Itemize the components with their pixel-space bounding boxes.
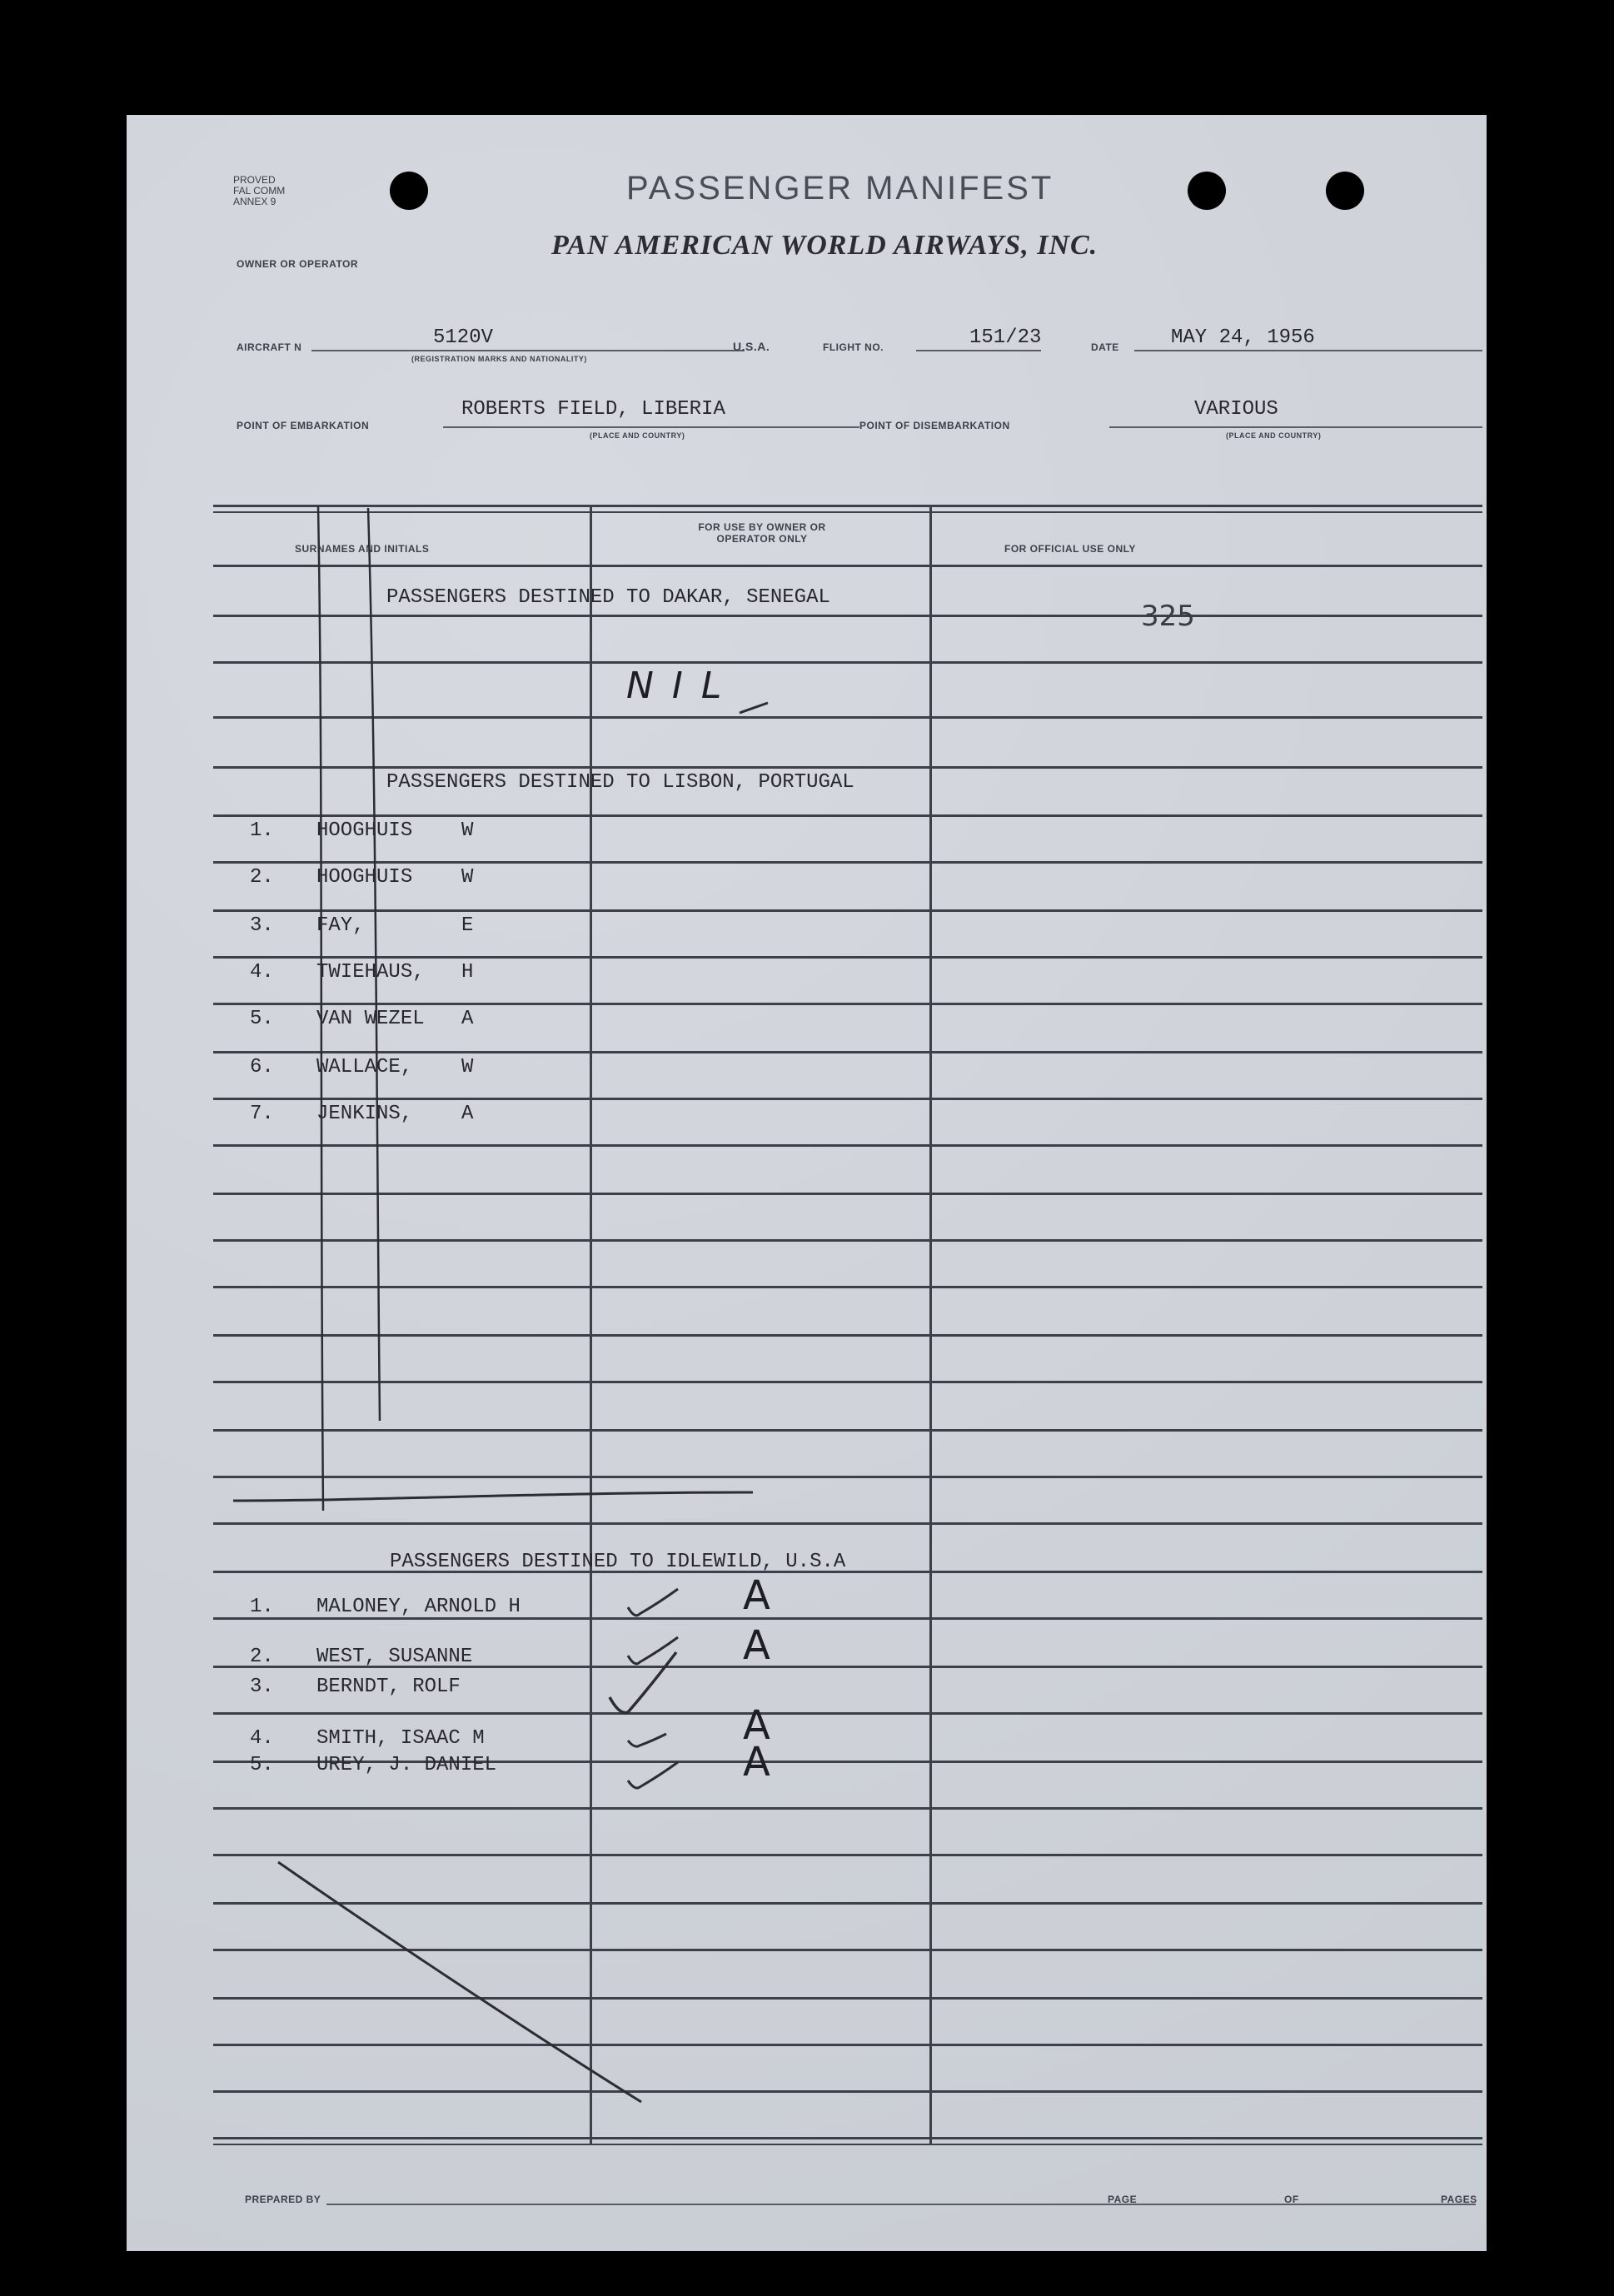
date-value: MAY 24, 1956 bbox=[1171, 326, 1315, 349]
pen-bracket-line bbox=[368, 508, 380, 1421]
passenger-name: BERNDT, ROLF bbox=[316, 1676, 461, 1698]
nil-handwritten: NIL bbox=[626, 665, 740, 707]
passenger-surname: HOOGHUIS bbox=[316, 819, 413, 842]
handwritten-mark: A bbox=[743, 1622, 770, 1669]
airline-name: PAN AMERICAN WORLD AIRWAYS, INC. bbox=[551, 230, 1098, 261]
passenger-name: MALONEY, ARNOLD H bbox=[316, 1596, 521, 1618]
passenger-name: WEST, SUSANNE bbox=[316, 1646, 473, 1668]
pen-bracket-line bbox=[318, 506, 323, 1511]
aircraft-sublabel: (REGISTRATION MARKS AND NATIONALITY) bbox=[411, 355, 587, 363]
handwritten-mark: A bbox=[743, 1702, 770, 1749]
row-number: 1. bbox=[250, 1596, 274, 1618]
passenger-surname: HOOGHUIS bbox=[316, 866, 413, 889]
passenger-initial: A bbox=[461, 1008, 474, 1030]
section-heading-dakar: PASSENGERS DESTINED TO DAKAR, SENEGAL bbox=[386, 586, 830, 609]
passenger-initial: E bbox=[461, 914, 474, 937]
passenger-surname: TWIEHAUS, bbox=[316, 961, 425, 984]
passenger-initial: W bbox=[461, 819, 474, 842]
section-heading-lisbon: PASSENGERS DESTINED TO LISBON, PORTUGAL bbox=[386, 771, 854, 794]
stamp-line: FAL COMM bbox=[233, 185, 286, 197]
stamp-line: PROVED bbox=[233, 174, 276, 186]
section-heading-idlewild: PASSENGERS DESTINED TO IDLEWILD, U.S.A bbox=[390, 1551, 846, 1573]
row-number: 5. bbox=[250, 1008, 274, 1030]
passenger-surname: FAY, bbox=[316, 914, 365, 937]
aircraft-label: AIRCRAFT N bbox=[237, 341, 302, 353]
col-header-names: SURNAMES AND INITIALS bbox=[295, 543, 430, 555]
passenger-initial: W bbox=[461, 1056, 474, 1078]
pages-label: PAGES bbox=[1441, 2194, 1477, 2205]
date-label: DATE bbox=[1091, 341, 1119, 353]
form-title: PASSENGER MANIFEST bbox=[626, 170, 1054, 207]
row-number: 1. bbox=[250, 819, 274, 842]
row-number: 3. bbox=[250, 914, 274, 937]
row-number: 2. bbox=[250, 1646, 274, 1668]
manifest-page bbox=[127, 115, 1487, 2251]
row-number: 5. bbox=[250, 1754, 274, 1776]
embark-value: ROBERTS FIELD, LIBERIA bbox=[461, 398, 725, 421]
aircraft-value: 5120V bbox=[433, 326, 494, 349]
disembark-label: POINT OF DISEMBARKATION bbox=[859, 420, 1010, 431]
handwritten-mark: A bbox=[743, 1739, 770, 1786]
check-mark bbox=[628, 1762, 678, 1788]
cancel-diagonal-line bbox=[278, 1862, 641, 2102]
passenger-name: UREY, J. DANIEL bbox=[316, 1754, 497, 1776]
disembark-sublabel: (PLACE AND COUNTRY) bbox=[1226, 431, 1322, 440]
col-header-official-use: FOR OFFICIAL USE ONLY bbox=[1004, 543, 1136, 555]
passenger-surname: JENKINS, bbox=[316, 1103, 413, 1125]
stamp-line: ANNEX 9 bbox=[233, 196, 276, 207]
prepared-by-label: PREPARED BY bbox=[245, 2194, 321, 2205]
disembark-value: VARIOUS bbox=[1194, 398, 1278, 421]
embark-sublabel: (PLACE AND COUNTRY) bbox=[590, 431, 685, 440]
passenger-surname: WALLACE, bbox=[316, 1056, 413, 1078]
owner-label: OWNER OR OPERATOR bbox=[237, 258, 359, 270]
page-label: PAGE bbox=[1108, 2194, 1138, 2205]
pen-underline bbox=[233, 1492, 753, 1501]
row-number: 6. bbox=[250, 1056, 274, 1078]
passenger-name: SMITH, ISAAC M bbox=[316, 1727, 485, 1750]
passenger-initial: A bbox=[461, 1103, 474, 1125]
nil-stroke bbox=[740, 703, 768, 713]
usa-label: U.S.A. bbox=[733, 340, 770, 353]
passenger-initial: W bbox=[461, 866, 474, 889]
row-number: 3. bbox=[250, 1676, 274, 1698]
flight-value: 151/23 bbox=[969, 326, 1042, 349]
handwritten-mark: A bbox=[743, 1572, 770, 1619]
col-header-owner-use: FOR USE BY OWNER OR OPERATOR ONLY bbox=[698, 521, 826, 545]
row-number: 7. bbox=[250, 1103, 274, 1125]
pen-marks bbox=[127, 115, 1487, 2251]
row-number: 4. bbox=[250, 1727, 274, 1750]
row-number: 4. bbox=[250, 961, 274, 984]
flight-label: FLIGHT NO. bbox=[823, 341, 884, 353]
passenger-surname: VAN WEZEL bbox=[316, 1008, 425, 1030]
of-label: OF bbox=[1284, 2194, 1299, 2205]
check-mark bbox=[628, 1589, 678, 1616]
check-mark bbox=[628, 1734, 666, 1746]
embark-label: POINT OF EMBARKATION bbox=[237, 420, 370, 431]
passenger-initial: H bbox=[461, 961, 474, 984]
row-number: 2. bbox=[250, 866, 274, 889]
page-number: 325 bbox=[1141, 600, 1195, 633]
